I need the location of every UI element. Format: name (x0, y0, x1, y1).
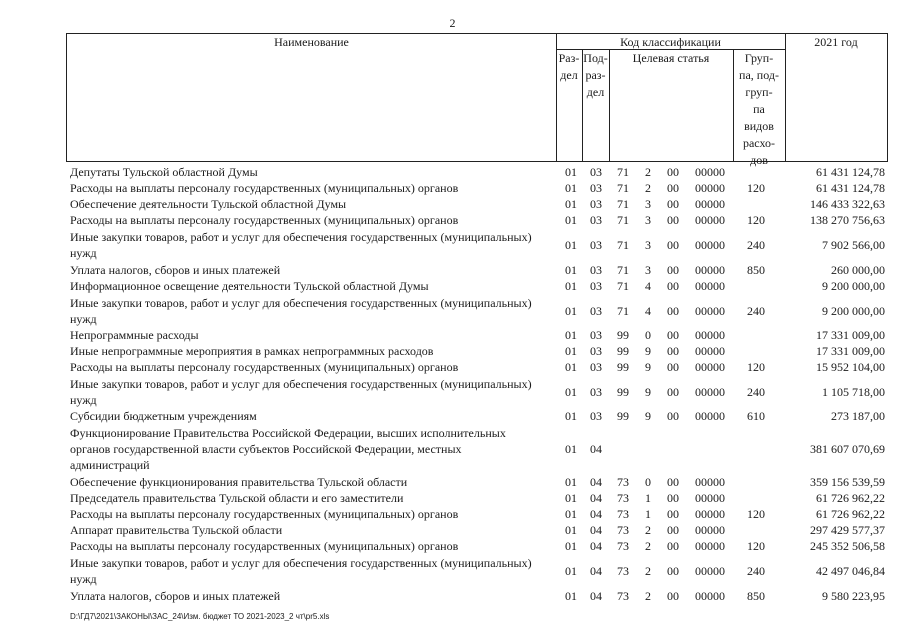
amount-cell: 7 902 566,00 (822, 238, 885, 252)
target-code-cell: 2 (645, 589, 651, 603)
target-code-cell: 3 (645, 263, 651, 277)
podrazdel-cell: 03 (590, 181, 602, 195)
item-name-cell: Уплата налогов, сборов и иных платежей (70, 589, 281, 603)
amount-cell: 17 331 009,00 (816, 328, 885, 342)
target-code-cell: 00 (667, 181, 679, 195)
podrazdel-cell: 03 (590, 238, 602, 252)
podrazdel-cell: 03 (590, 344, 602, 358)
target-code-cell: 00000 (695, 304, 725, 318)
target-code-cell: 00 (667, 523, 679, 537)
table-row (0, 425, 905, 473)
target-code-cell: 73 (617, 564, 629, 578)
target-code-cell: 00000 (695, 491, 725, 505)
table-row (0, 474, 905, 490)
podrazdel-cell: 03 (590, 165, 602, 179)
expense-group-cell: 120 (747, 507, 765, 521)
table-row (0, 588, 905, 604)
item-name-cell: Обеспечение функционирования правительства Тульской области (70, 475, 408, 489)
razdel-cell: 01 (565, 238, 577, 252)
podrazdel-cell: 03 (590, 409, 602, 423)
razdel-cell: 01 (565, 564, 577, 578)
file-path-footer: D:\ГД7\2021\ЗАКОНЫ\ЗАС_24\Изм. бюджет ТО 2021-2023_2 чт\pr5.xls (70, 612, 330, 621)
table-row (0, 506, 905, 522)
expense-group-cell: 850 (747, 589, 765, 603)
target-code-cell: 00000 (695, 539, 725, 553)
target-code-cell: 71 (617, 238, 629, 252)
target-code-cell: 2 (645, 564, 651, 578)
podrazdel-cell: 03 (590, 213, 602, 227)
amount-cell: 297 429 577,37 (810, 523, 885, 537)
item-name-cell: Иные закупки товаров, работ и услуг для обеспечения государственных (муниципальных) нужд (70, 556, 532, 586)
expense-group-cell: 120 (747, 213, 765, 227)
razdel-cell: 01 (565, 328, 577, 342)
target-code-cell: 00000 (695, 263, 725, 277)
podrazdel-cell: 03 (590, 304, 602, 318)
amount-cell: 1 105 718,00 (822, 385, 885, 399)
target-code-cell: 73 (617, 539, 629, 553)
podrazdel-cell: 03 (590, 360, 602, 374)
amount-cell: 260 000,00 (831, 263, 885, 277)
target-code-cell: 00000 (695, 181, 725, 195)
table-row (0, 343, 905, 359)
target-code-cell: 00000 (695, 523, 725, 537)
target-code-cell: 00000 (695, 279, 725, 293)
podrazdel-cell: 03 (590, 385, 602, 399)
item-name-cell: Уплата налогов, сборов и иных платежей (70, 263, 281, 277)
amount-cell: 146 433 322,63 (810, 197, 885, 211)
target-code-cell: 00000 (695, 165, 725, 179)
podrazdel-cell: 04 (590, 442, 602, 456)
razdel-cell: 01 (565, 523, 577, 537)
target-code-cell: 00 (667, 263, 679, 277)
target-code-cell: 0 (645, 475, 651, 489)
target-code-cell: 99 (617, 344, 629, 358)
razdel-cell: 01 (565, 344, 577, 358)
table-row (0, 196, 905, 212)
razdel-cell: 01 (565, 385, 577, 399)
amount-cell: 138 270 756,63 (810, 213, 885, 227)
table-row (0, 164, 905, 180)
podrazdel-cell: 04 (590, 564, 602, 578)
expense-group-cell: 240 (747, 564, 765, 578)
target-code-cell: 73 (617, 507, 629, 521)
target-code-cell: 9 (645, 344, 651, 358)
target-code-cell: 73 (617, 589, 629, 603)
razdel-cell: 01 (565, 213, 577, 227)
amount-cell: 9 200 000,00 (822, 279, 885, 293)
target-code-cell: 1 (645, 491, 651, 505)
target-code-cell: 00 (667, 279, 679, 293)
table-row (0, 408, 905, 424)
target-code-cell: 73 (617, 475, 629, 489)
target-code-cell: 3 (645, 213, 651, 227)
expense-group-cell: 610 (747, 409, 765, 423)
item-name-cell: Аппарат правительства Тульской области (70, 523, 283, 537)
item-name-cell: Иные закупки товаров, работ и услуг для обеспечения государственных (муниципальных) нужд (70, 230, 532, 260)
target-code-cell: 00 (667, 385, 679, 399)
target-code-cell: 00 (667, 165, 679, 179)
header-name: Наименование (274, 35, 349, 49)
target-code-cell: 00 (667, 491, 679, 505)
amount-cell: 9 200 000,00 (822, 304, 885, 318)
target-code-cell: 00000 (695, 507, 725, 521)
target-code-cell: 00000 (695, 409, 725, 423)
header-razdel: Раз- дел (558, 51, 580, 82)
razdel-cell: 01 (565, 409, 577, 423)
target-code-cell: 00 (667, 238, 679, 252)
target-code-cell: 71 (617, 197, 629, 211)
expense-group-cell: 120 (747, 360, 765, 374)
item-name-cell: Расходы на выплаты персоналу государственных (муниципальных) органов (70, 213, 459, 227)
target-code-cell: 00 (667, 564, 679, 578)
item-name-cell: Функционирование Правительства Российской Федерации, высших исполнительных органов государственной власти субъектов Российской Федерации, местных администраций (70, 426, 506, 472)
target-code-cell: 00 (667, 539, 679, 553)
podrazdel-cell: 04 (590, 475, 602, 489)
table-row (0, 376, 905, 408)
target-code-cell: 00 (667, 328, 679, 342)
razdel-cell: 01 (565, 263, 577, 277)
podrazdel-cell: 03 (590, 328, 602, 342)
expense-group-cell: 240 (747, 385, 765, 399)
table-row (0, 555, 905, 587)
item-name-cell: Иные непрограммные мероприятия в рамках непрограммных расходов (70, 344, 434, 358)
target-code-cell: 00000 (695, 385, 725, 399)
item-name-cell: Иные закупки товаров, работ и услуг для обеспечения государственных (муниципальных) нужд (70, 296, 532, 326)
podrazdel-cell: 04 (590, 523, 602, 537)
target-code-cell: 1 (645, 507, 651, 521)
target-code-cell: 2 (645, 165, 651, 179)
razdel-cell: 01 (565, 475, 577, 489)
razdel-cell: 01 (565, 539, 577, 553)
target-code-cell: 00000 (695, 197, 725, 211)
podrazdel-cell: 04 (590, 507, 602, 521)
amount-cell: 61 431 124,78 (816, 165, 885, 179)
page-number: 2 (449, 16, 456, 30)
header-divider (785, 34, 786, 161)
target-code-cell: 9 (645, 360, 651, 374)
expense-group-cell: 850 (747, 263, 765, 277)
target-code-cell: 9 (645, 409, 651, 423)
target-code-cell: 00000 (695, 589, 725, 603)
table-row (0, 180, 905, 196)
target-code-cell: 00 (667, 197, 679, 211)
item-name-cell: Депутаты Тульской областной Думы (70, 165, 258, 179)
item-name-cell: Расходы на выплаты персоналу государственных (муниципальных) органов (70, 507, 459, 521)
target-code-cell: 00000 (695, 564, 725, 578)
target-code-cell: 3 (645, 197, 651, 211)
target-code-cell: 00 (667, 589, 679, 603)
amount-cell: 245 352 506,58 (810, 539, 885, 553)
target-code-cell: 00 (667, 507, 679, 521)
expense-group-cell: 120 (747, 539, 765, 553)
header-code: Код классификации (620, 35, 721, 49)
expense-group-cell: 240 (747, 238, 765, 252)
razdel-cell: 01 (565, 197, 577, 211)
podrazdel-cell: 03 (590, 197, 602, 211)
table-row (0, 262, 905, 278)
target-code-cell: 71 (617, 304, 629, 318)
amount-cell: 273 187,00 (831, 409, 885, 423)
amount-cell: 61 726 962,22 (816, 507, 885, 521)
razdel-cell: 01 (565, 165, 577, 179)
target-code-cell: 00000 (695, 238, 725, 252)
amount-cell: 9 580 223,95 (822, 589, 885, 603)
podrazdel-cell: 04 (590, 589, 602, 603)
target-code-cell: 2 (645, 523, 651, 537)
target-code-cell: 73 (617, 491, 629, 505)
table-row (0, 359, 905, 375)
item-name-cell: Расходы на выплаты персоналу государственных (муниципальных) органов (70, 360, 459, 374)
podrazdel-cell: 03 (590, 279, 602, 293)
target-code-cell: 4 (645, 279, 651, 293)
item-name-cell: Расходы на выплаты персоналу государственных (муниципальных) органов (70, 539, 459, 553)
target-code-cell: 00 (667, 360, 679, 374)
razdel-cell: 01 (565, 304, 577, 318)
target-code-cell: 99 (617, 360, 629, 374)
item-name-cell: Председатель правительства Тульской области и его заместители (70, 491, 404, 505)
amount-cell: 381 607 070,69 (810, 442, 885, 456)
table-row (0, 327, 905, 343)
target-code-cell: 71 (617, 181, 629, 195)
target-code-cell: 00000 (695, 213, 725, 227)
target-code-cell: 71 (617, 165, 629, 179)
table-row (0, 295, 905, 327)
target-code-cell: 2 (645, 539, 651, 553)
razdel-cell: 01 (565, 279, 577, 293)
target-code-cell: 71 (617, 279, 629, 293)
expense-group-cell: 240 (747, 304, 765, 318)
target-code-cell: 73 (617, 523, 629, 537)
target-code-cell: 0 (645, 328, 651, 342)
target-code-cell: 71 (617, 213, 629, 227)
target-code-cell: 00000 (695, 344, 725, 358)
expense-group-cell: 120 (747, 181, 765, 195)
podrazdel-cell: 04 (590, 539, 602, 553)
target-code-cell: 00 (667, 344, 679, 358)
target-code-cell: 00 (667, 213, 679, 227)
razdel-cell: 01 (565, 360, 577, 374)
item-name-cell: Непрограммные расходы (70, 328, 199, 342)
target-code-cell: 00 (667, 409, 679, 423)
razdel-cell: 01 (565, 507, 577, 521)
header-group: Груп- па, под- груп- па видов расхо- дов (739, 51, 779, 167)
target-code-cell: 99 (617, 385, 629, 399)
amount-cell: 61 431 124,78 (816, 181, 885, 195)
item-name-cell: Информационное освещение деятельности Тульской областной Думы (70, 279, 429, 293)
target-code-cell: 4 (645, 304, 651, 318)
target-code-cell: 99 (617, 328, 629, 342)
razdel-cell: 01 (565, 442, 577, 456)
target-code-cell: 00 (667, 475, 679, 489)
amount-cell: 42 497 046,84 (816, 564, 885, 578)
podrazdel-cell: 04 (590, 491, 602, 505)
item-name-cell: Субсидии бюджетным учреждениям (70, 409, 257, 423)
amount-cell: 359 156 539,59 (810, 475, 885, 489)
table-row (0, 522, 905, 538)
table-row (0, 278, 905, 294)
amount-cell: 17 331 009,00 (816, 344, 885, 358)
table-row (0, 490, 905, 506)
amount-cell: 61 726 962,22 (816, 491, 885, 505)
target-code-cell: 00000 (695, 475, 725, 489)
target-code-cell: 99 (617, 409, 629, 423)
target-code-cell: 71 (617, 263, 629, 277)
table-row (0, 229, 905, 261)
item-name-cell: Обеспечение деятельности Тульской областной Думы (70, 197, 347, 211)
razdel-cell: 01 (565, 491, 577, 505)
item-name-cell: Иные закупки товаров, работ и услуг для обеспечения государственных (муниципальных) нужд (70, 377, 532, 407)
table-header (66, 33, 888, 167)
target-code-cell: 00 (667, 304, 679, 318)
target-code-cell: 00000 (695, 328, 725, 342)
razdel-cell: 01 (565, 181, 577, 195)
header-podrazdel: Под- раз- дел (583, 51, 608, 99)
podrazdel-cell: 03 (590, 263, 602, 277)
header-target: Целевая статья (632, 51, 710, 65)
razdel-cell: 01 (565, 589, 577, 603)
table-row (0, 212, 905, 228)
target-code-cell: 00000 (695, 360, 725, 374)
header-year: 2021 год (814, 35, 858, 49)
amount-cell: 15 952 104,00 (816, 360, 885, 374)
table-row (0, 538, 905, 554)
target-code-cell: 9 (645, 385, 651, 399)
target-code-cell: 3 (645, 238, 651, 252)
target-code-cell: 2 (645, 181, 651, 195)
item-name-cell: Расходы на выплаты персоналу государственных (муниципальных) органов (70, 181, 459, 195)
